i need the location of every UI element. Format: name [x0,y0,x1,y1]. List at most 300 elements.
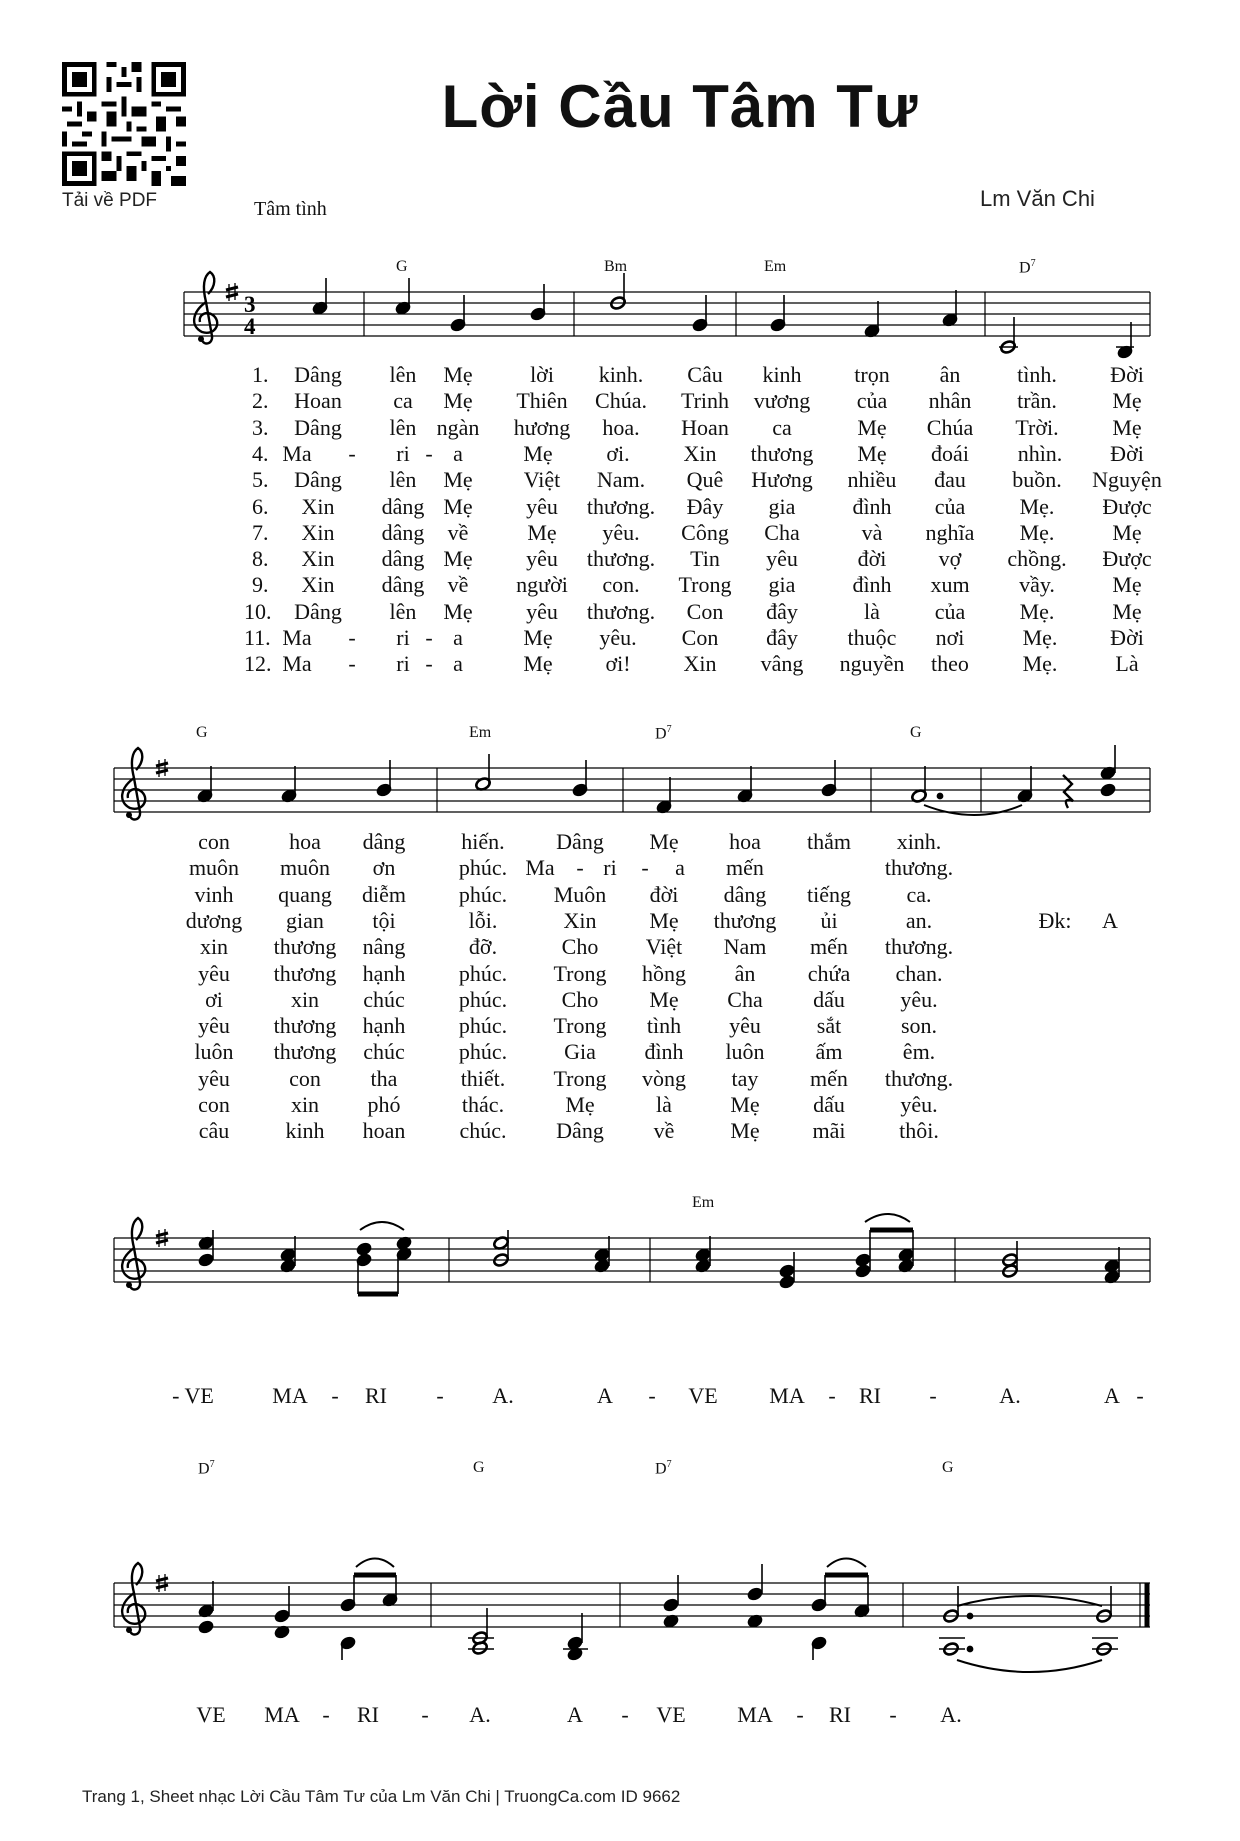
lyric-syllable: thương [273,1013,337,1039]
lyric-row [0,1092,1240,1118]
lyric-syllable: ri [396,651,410,677]
lyric-syllable: chúc [363,986,405,1012]
lyric-row [0,651,1240,677]
lyric-syllable: phúc. [458,881,508,907]
lyric-syllable: đây [766,625,798,650]
lyric-syllable: Nguyện [1092,467,1162,493]
lyric-syllable: ri [396,625,410,650]
lyric-syllable: dâng [723,881,767,907]
lyric-syllable: phúc. [458,1039,508,1065]
lyric-syllable: Được [1102,493,1152,519]
lyric-syllable: - [421,1702,429,1727]
lyric-syllable: lên [389,598,417,624]
lyric-syllable: thương. [884,855,954,881]
lyric-syllable: RI [859,1383,881,1408]
lyric-syllable: - [828,1383,836,1408]
lyric-row [0,362,1240,388]
lyric-syllable: son. [900,1013,938,1039]
lyric-syllable: - [331,1383,339,1408]
lyric-syllable: Chúa. [595,388,647,414]
lyric-syllable: thuộc [847,625,897,650]
lyric-syllable: - [929,1383,937,1408]
lyric-syllable: Trong [553,1013,607,1039]
lyric-syllable: Mẹ [523,625,553,650]
lyric-syllable: A. [999,1383,1021,1408]
lyric-syllable: tình [646,1013,682,1039]
lyric-syllable: Dâng [294,362,342,387]
lyric-syllable: chúc [363,1039,405,1065]
lyric-syllable: hiến. [461,829,505,854]
lyric-syllable: hoa. [602,414,640,440]
lyric-syllable: Quê [686,467,724,493]
lyric-syllable: Con [681,625,719,650]
lyric-syllable: yêu [198,1013,230,1039]
lyric-syllable: yêu. [599,625,637,650]
lyric-syllable: Đây [686,493,724,519]
lyric-syllable: Mẹ [443,493,473,519]
lyric-syllable: RI [365,1383,387,1408]
lyric-syllable: Là [1115,651,1139,677]
lyric-syllable: thôi. [899,1118,939,1144]
lyric-row [0,934,1240,960]
lyric-row [0,987,1240,1013]
svg-text:3: 3 [244,292,256,317]
lyric-syllable: thác. [461,1092,505,1117]
lyric-syllable: ri [396,440,410,466]
lyric-syllable: A [1104,1383,1120,1408]
lyric-syllable: lỗi. [468,907,498,933]
lyric-syllable: VE [196,1702,226,1727]
lyric-row [0,1118,1240,1144]
lyric-syllable: dâng [381,572,425,598]
verse-number: 8. [252,546,269,572]
lyric-syllable: - [648,1383,656,1408]
chord-symbol: G [473,1459,485,1476]
lyric-syllable: tình. [1017,362,1057,387]
lyric-syllable: Chúa [926,414,974,440]
lyric-syllable: lên [389,414,417,440]
lyric-syllable: thương. [586,546,656,572]
chord-symbol: G [196,724,208,741]
lyric-syllable: đây [766,598,798,624]
lyric-syllable: Mẹ [523,651,553,677]
lyric-syllable: xin [199,934,229,960]
chord-symbol: $D^7$ [655,724,672,743]
lyric-syllable: Mẹ [857,414,887,440]
lyric-syllable: diễm [362,881,406,907]
lyric-syllable: đình [852,572,892,598]
lyric-syllable: Mẹ. [1019,519,1055,545]
lyric-syllable: dâng [362,829,406,854]
lyric-syllable: ơi [205,986,223,1012]
lyric-syllable: VE [688,1383,718,1408]
lyric-syllable: ân [939,362,961,387]
lyric-syllable: Mẹ [730,1092,760,1117]
lyric-syllable: - [425,440,433,466]
verse-number: 5. [252,467,269,493]
lyric-syllable: - [796,1702,804,1727]
lyric-syllable: an. [905,907,933,933]
lyric-syllable: ủi [820,907,838,933]
lyric-syllable: - [641,855,649,881]
lyric-syllable: Mẹ [523,440,553,466]
verse-number: 1. [252,362,269,387]
lyric-row [0,855,1240,881]
lyric-row [0,1383,1240,1409]
lyric-syllable: buồn. [1012,467,1062,493]
lyric-syllable: thương [750,440,814,466]
lyric-syllable: yêu. [900,1092,938,1117]
lyric-syllable: hoa [289,829,321,854]
lyric-syllable: Nam. [596,467,646,493]
lyric-row [0,520,1240,546]
lyric-syllable: VE [656,1702,686,1727]
lyric-syllable: ấm [815,1039,843,1065]
lyric-syllable: Mẹ [1112,388,1142,414]
lyric-syllable: là [864,598,880,624]
lyric-syllable: Xin [301,493,335,519]
chord-symbol: G [396,258,408,275]
lyric-syllable: ơi. [606,440,630,466]
lyric-syllable: Muôn [553,881,607,907]
lyric-syllable: gia [768,572,796,598]
lyric-syllable: xum [930,572,970,598]
lyric-syllable: - [436,1383,444,1408]
verse-number: 10. [244,598,272,624]
verse-number: 6. [252,493,269,519]
lyric-syllable: thiết. [460,1065,506,1091]
lyric-syllable: yêu [526,546,558,572]
chord-symbol: Bm [604,258,628,275]
lyric-syllable: người [516,572,568,598]
lyric-syllable: Dâng [556,829,604,854]
lyric-syllable: con [198,829,230,854]
lyric-syllable: ca [772,414,792,440]
tempo-marking: Tâm tình [254,198,327,220]
chord-symbol: G [942,1459,954,1476]
lyric-syllable: yêu [198,960,230,986]
lyric-row [0,441,1240,467]
lyric-syllable: Dâng [294,467,342,493]
lyric-syllable: phúc. [458,855,508,881]
lyric-syllable: - [322,1702,330,1727]
lyric-syllable: đời [649,881,679,907]
lyric-syllable: muôn [279,855,331,881]
lyric-syllable: Mẹ. [1022,625,1058,650]
lyric-syllable: vợ [938,546,962,572]
lyric-syllable: dâng [381,519,425,545]
lyric-syllable: thương. [586,493,656,519]
lyric-syllable: về [447,519,469,545]
lyric-syllable: - [348,625,356,650]
lyric-syllable: mến [726,855,764,881]
lyric-syllable: đình [852,493,892,519]
chord-symbol: Em [692,1194,715,1211]
lyric-syllable: chan. [895,960,943,986]
lyric-syllable: ơn [372,855,396,881]
lyric-syllable: Đời [1110,362,1144,387]
lyric-syllable: muôn [188,855,240,881]
lyric-syllable: nguyền [839,651,905,677]
lyric-syllable: Dâng [294,414,342,440]
lyric-syllable: A [1102,907,1118,933]
lyric-syllable: A [567,1702,583,1727]
lyric-syllable: Mẹ [649,829,679,854]
lyric-syllable: a [675,855,685,881]
download-pdf-link[interactable]: Tải về PDF [62,190,158,211]
lyric-syllable: Mẹ. [1022,651,1058,677]
lyric-syllable: - [348,651,356,677]
lyric-syllable: - [1136,1383,1144,1408]
lyric-syllable: vinh [194,881,234,907]
lyric-syllable: A. [940,1702,962,1727]
lyric-syllable: Dâng [294,598,342,624]
lyric-syllable: a [453,625,463,650]
lyric-syllable: yêu. [602,519,640,545]
lyric-syllable: - [425,625,433,650]
lyric-syllable: Ma [282,625,312,650]
lyric-syllable: của [934,598,966,624]
lyric-row [0,1066,1240,1092]
lyric-syllable: Trời. [1015,414,1059,440]
lyric-syllable: thắm [807,829,851,854]
lyric-syllable: - [889,1702,897,1727]
lyric-syllable: Câu [687,362,723,387]
lyric-syllable: dâng [381,493,425,519]
lyric-syllable: Thiên [516,388,568,414]
lyric-syllable: Xin [683,440,717,466]
lyric-syllable: yêu [198,1065,230,1091]
lyric-syllable: Cha [727,986,763,1012]
lyric-syllable: đỡ. [468,934,498,960]
staff-system-3 [114,1214,1150,1294]
lyric-syllable: của [934,493,966,519]
verse-number: 3. [252,414,269,440]
lyric-syllable: dấu [813,1092,845,1117]
lyric-row [0,882,1240,908]
verse-number: 2. [252,388,269,414]
lyric-syllable: nhiều [847,467,897,493]
lyric-syllable: kinh [285,1118,325,1144]
staff-system-2 [114,745,1150,819]
lyric-syllable: phúc. [458,1013,508,1039]
lyric-syllable: hạnh [362,960,406,986]
lyric-syllable: Được [1102,546,1152,572]
lyric-syllable: xin [290,986,320,1012]
lyric-syllable: A. [492,1383,514,1408]
lyric-syllable: RI [829,1702,851,1727]
lyric-syllable: MA [737,1702,773,1727]
lyric-syllable: Ma [282,440,312,466]
lyric-syllable: phó [367,1092,401,1117]
lyric-syllable: Ma [525,855,555,881]
lyric-syllable: Công [681,519,729,545]
lyric-syllable: ngàn [436,414,480,440]
lyric-syllable: hồng [642,960,686,986]
lyric-syllable: yêu [766,546,798,572]
lyric-row [0,388,1240,414]
lyric-syllable: Xin [563,907,597,933]
lyric-syllable: yêu [729,1013,761,1039]
lyric-syllable: Đời [1110,440,1144,466]
lyric-syllable: Cho [561,934,599,960]
lyric-syllable: của [856,388,888,414]
lyric-syllable: nơi [935,625,965,650]
lyric-syllable: về [653,1118,675,1144]
lyric-syllable: luôn [194,1039,234,1065]
lyric-syllable: ơi! [605,651,631,677]
lyric-syllable: thương [273,960,337,986]
lyric-syllable: nâng [362,934,406,960]
lyric-syllable: Gia [564,1039,596,1065]
lyric-syllable: yêu [526,493,558,519]
svg-text:4: 4 [244,314,256,339]
lyric-syllable: Xin [301,572,335,598]
lyric-syllable: - [576,855,584,881]
lyric-syllable: hoan [362,1118,406,1144]
lyric-syllable: mãi [812,1118,846,1144]
lyric-syllable: êm. [902,1039,936,1065]
staff-system-4 [114,1559,1150,1673]
lyric-syllable: vâng [760,651,804,677]
lyric-syllable: theo [931,651,969,677]
lyric-syllable: Mẹ [649,986,679,1012]
lyric-syllable: A. [469,1702,491,1727]
lyric-syllable: yêu. [900,986,938,1012]
song-title: Lời Cầu Tâm Tư [441,73,919,140]
lyric-syllable: Trong [553,1065,607,1091]
lyric-syllable: và [861,519,883,545]
lyric-syllable: Mẹ [565,1092,595,1117]
lyric-syllable: đau [934,467,966,493]
lyric-syllable: hạnh [362,1013,406,1039]
lyric-syllable: nhìn. [1017,440,1063,466]
lyric-row [0,546,1240,572]
lyric-syllable: Tin [690,546,720,572]
lyric-syllable: thương. [884,1065,954,1091]
lyric-syllable: Việt [523,467,561,493]
lyric-syllable: gia [768,493,796,519]
lyric-syllable: Mẹ [443,546,473,572]
lyric-syllable: vòng [642,1065,686,1091]
lyric-syllable: con. [602,572,640,598]
lyric-syllable: Mẹ. [1019,493,1055,519]
lyric-syllable: Con [686,598,724,624]
lyric-syllable: - [348,440,356,466]
page-footer: Trang 1, Sheet nhạc Lời Cầu Tâm Tư của Lm Văn Chi | TruongCa.com ID 9662 [82,1787,681,1806]
lyric-row [0,1702,1240,1728]
composer-name: Lm Văn Chi [980,186,1095,211]
lyric-syllable: trần. [1017,388,1057,414]
lyric-syllable: hương [513,414,571,440]
lyric-syllable: nghĩa [925,519,975,545]
lyric-syllable: RI [357,1702,379,1727]
lyric-syllable: tội [372,907,396,933]
lyric-syllable: ân [734,960,756,986]
lyric-syllable: Mẹ [443,598,473,624]
lyric-syllable: thương [713,907,777,933]
lyric-syllable: Mẹ [1112,572,1142,598]
lyric-syllable: lời [530,362,554,387]
lyric-syllable: lên [389,362,417,387]
lyric-syllable: đoái [931,440,969,466]
lyric-syllable: Việt [645,934,683,960]
lyric-syllable: Mẹ [649,907,679,933]
staff-system-1 [184,272,1150,359]
lyric-syllable: Cha [764,519,800,545]
lyric-syllable: sắt [816,1013,842,1039]
lyric-syllable: a [453,651,463,677]
lyric-syllable: lên [389,467,417,493]
lyric-syllable: đình [644,1039,684,1065]
lyric-syllable: MA [264,1702,300,1727]
lyric-syllable: câu [198,1118,230,1144]
lyric-syllable: Hoan [294,388,342,414]
lyric-row [0,1013,1240,1039]
lyric-syllable: phúc. [458,986,508,1012]
lyric-syllable: yêu [526,598,558,624]
lyric-syllable: kinh. [598,362,644,387]
lyric-syllable: dâng [381,546,425,572]
lyric-row [0,908,1240,934]
lyric-syllable: Hương [751,467,813,493]
lyric-syllable: luôn [725,1039,765,1065]
lyric-syllable: Mẹ [443,362,473,387]
lyric-syllable: Mẹ [1112,598,1142,624]
lyric-syllable: tiếng [807,881,851,907]
lyric-syllable: mến [810,934,848,960]
lyric-syllable: Nam [723,934,767,960]
lyric-syllable: vương [753,388,811,414]
lyric-syllable: - VE [172,1383,214,1408]
lyric-row [0,961,1240,987]
lyric-syllable: tay [731,1065,759,1091]
verse-number: 9. [252,572,269,598]
lyric-syllable: vầy. [1019,572,1055,598]
lyric-syllable: mến [810,1065,848,1091]
lyric-syllable: chồng. [1007,546,1067,572]
lyric-row [0,625,1240,651]
chord-symbol: $D^7$ [198,1459,215,1478]
lyric-syllable: kinh [762,362,802,387]
lyric-syllable: Mẹ [443,467,473,493]
lyric-syllable: Hoan [681,414,729,440]
lyric-syllable: trọn [854,362,890,387]
verse-number: 7. [252,519,269,545]
chord-symbol: $D^7$ [655,1459,672,1478]
lyric-syllable: hoa [729,829,761,854]
lyric-syllable: phúc. [458,960,508,986]
lyric-syllable: MA [272,1383,308,1408]
lyric-syllable: con [289,1065,321,1091]
lyric-syllable: Đời [1110,625,1144,650]
lyric-syllable: ri [603,855,617,881]
chord-symbol: Em [469,724,492,741]
lyric-syllable: - [425,651,433,677]
lyric-syllable: dương [185,907,243,933]
lyric-syllable: chúc. [459,1118,507,1144]
lyric-syllable: về [447,572,469,598]
lyric-syllable: thương. [586,598,656,624]
lyric-row [0,572,1240,598]
lyric-syllable: là [656,1092,672,1117]
lyric-syllable: ca. [906,881,932,907]
chord-symbol: G [910,724,922,741]
lyric-syllable: tha [370,1065,398,1091]
lyric-syllable: Trinh [680,388,730,414]
lyric-row [0,415,1240,441]
lyric-row [0,494,1240,520]
